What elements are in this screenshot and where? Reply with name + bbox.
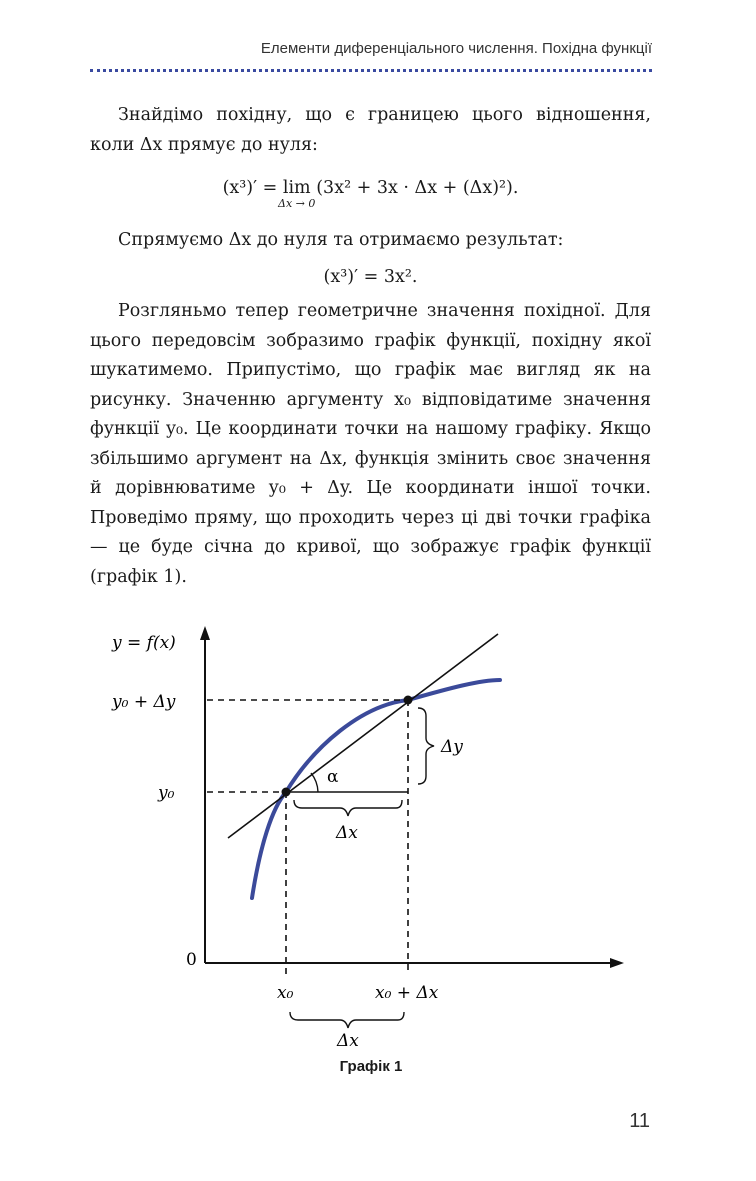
point-x0-y0 (282, 788, 291, 797)
page-number: 11 (629, 1110, 650, 1132)
x0-label: x₀ (277, 983, 294, 1003)
running-header: Елементи диференціального числення. Похідна функції (260, 40, 652, 57)
paragraph-1: Знайдімо похідну, що є границею цього відношення, коли Δx прямує до нуля: (90, 105, 651, 155)
delta-y-label: Δy (441, 737, 463, 757)
y-axis-label: y = f(x) (112, 633, 176, 653)
y0-dy-label: y₀ + Δy (112, 692, 176, 712)
paragraph-2: Спрямуємо Δx до нуля та отримаємо результат: (118, 230, 564, 250)
alpha-label: α (327, 767, 339, 787)
outer-delta-x-brace (290, 1012, 404, 1028)
delta-y-brace (418, 708, 434, 784)
inner-delta-x-label: Δx (336, 823, 358, 843)
origin-label: 0 (186, 950, 197, 970)
x0-dx-label: x₀ + Δx (375, 983, 439, 1003)
y-axis-arrow (200, 626, 210, 640)
y0-label: y₀ (158, 783, 175, 803)
point-x0dx-y0dy (404, 696, 413, 705)
outer-delta-x-label: Δx (337, 1031, 359, 1051)
x-axis-arrow (610, 958, 624, 968)
alpha-arc (311, 773, 318, 792)
formula-result: (x³)′ = 3x². (323, 267, 418, 287)
limit-subscript: Δx → 0 (278, 197, 316, 210)
figure-caption: Графік 1 (339, 1058, 403, 1075)
inner-delta-x-brace (294, 800, 402, 816)
paragraph-3: Розгляньмо тепер геометричне значення похідної. Для цього передовсім зобразимо графік функції, похідну якої шукатимемо. Припустімо, що графік має вигляд як на рисунку. Значенню аргументу x₀ відповідатиме значення функції y₀. Це координати точки на нашому графіку. Якщо збільшимо аргумент на Δx, функція змінить своє значення й дорівнюватиме y₀ + Δy. Це координати іншої точки. Проведімо пряму, що проходить через ці дві точки графіка — це буде січна до кривої, що зображує графік функції (графік 1). (90, 301, 651, 587)
formula-limit-rhs: (3x² + 3x · Δx + (Δx)²). (316, 178, 519, 198)
formula-limit-lhs: (x³)′ = lim (222, 178, 311, 198)
